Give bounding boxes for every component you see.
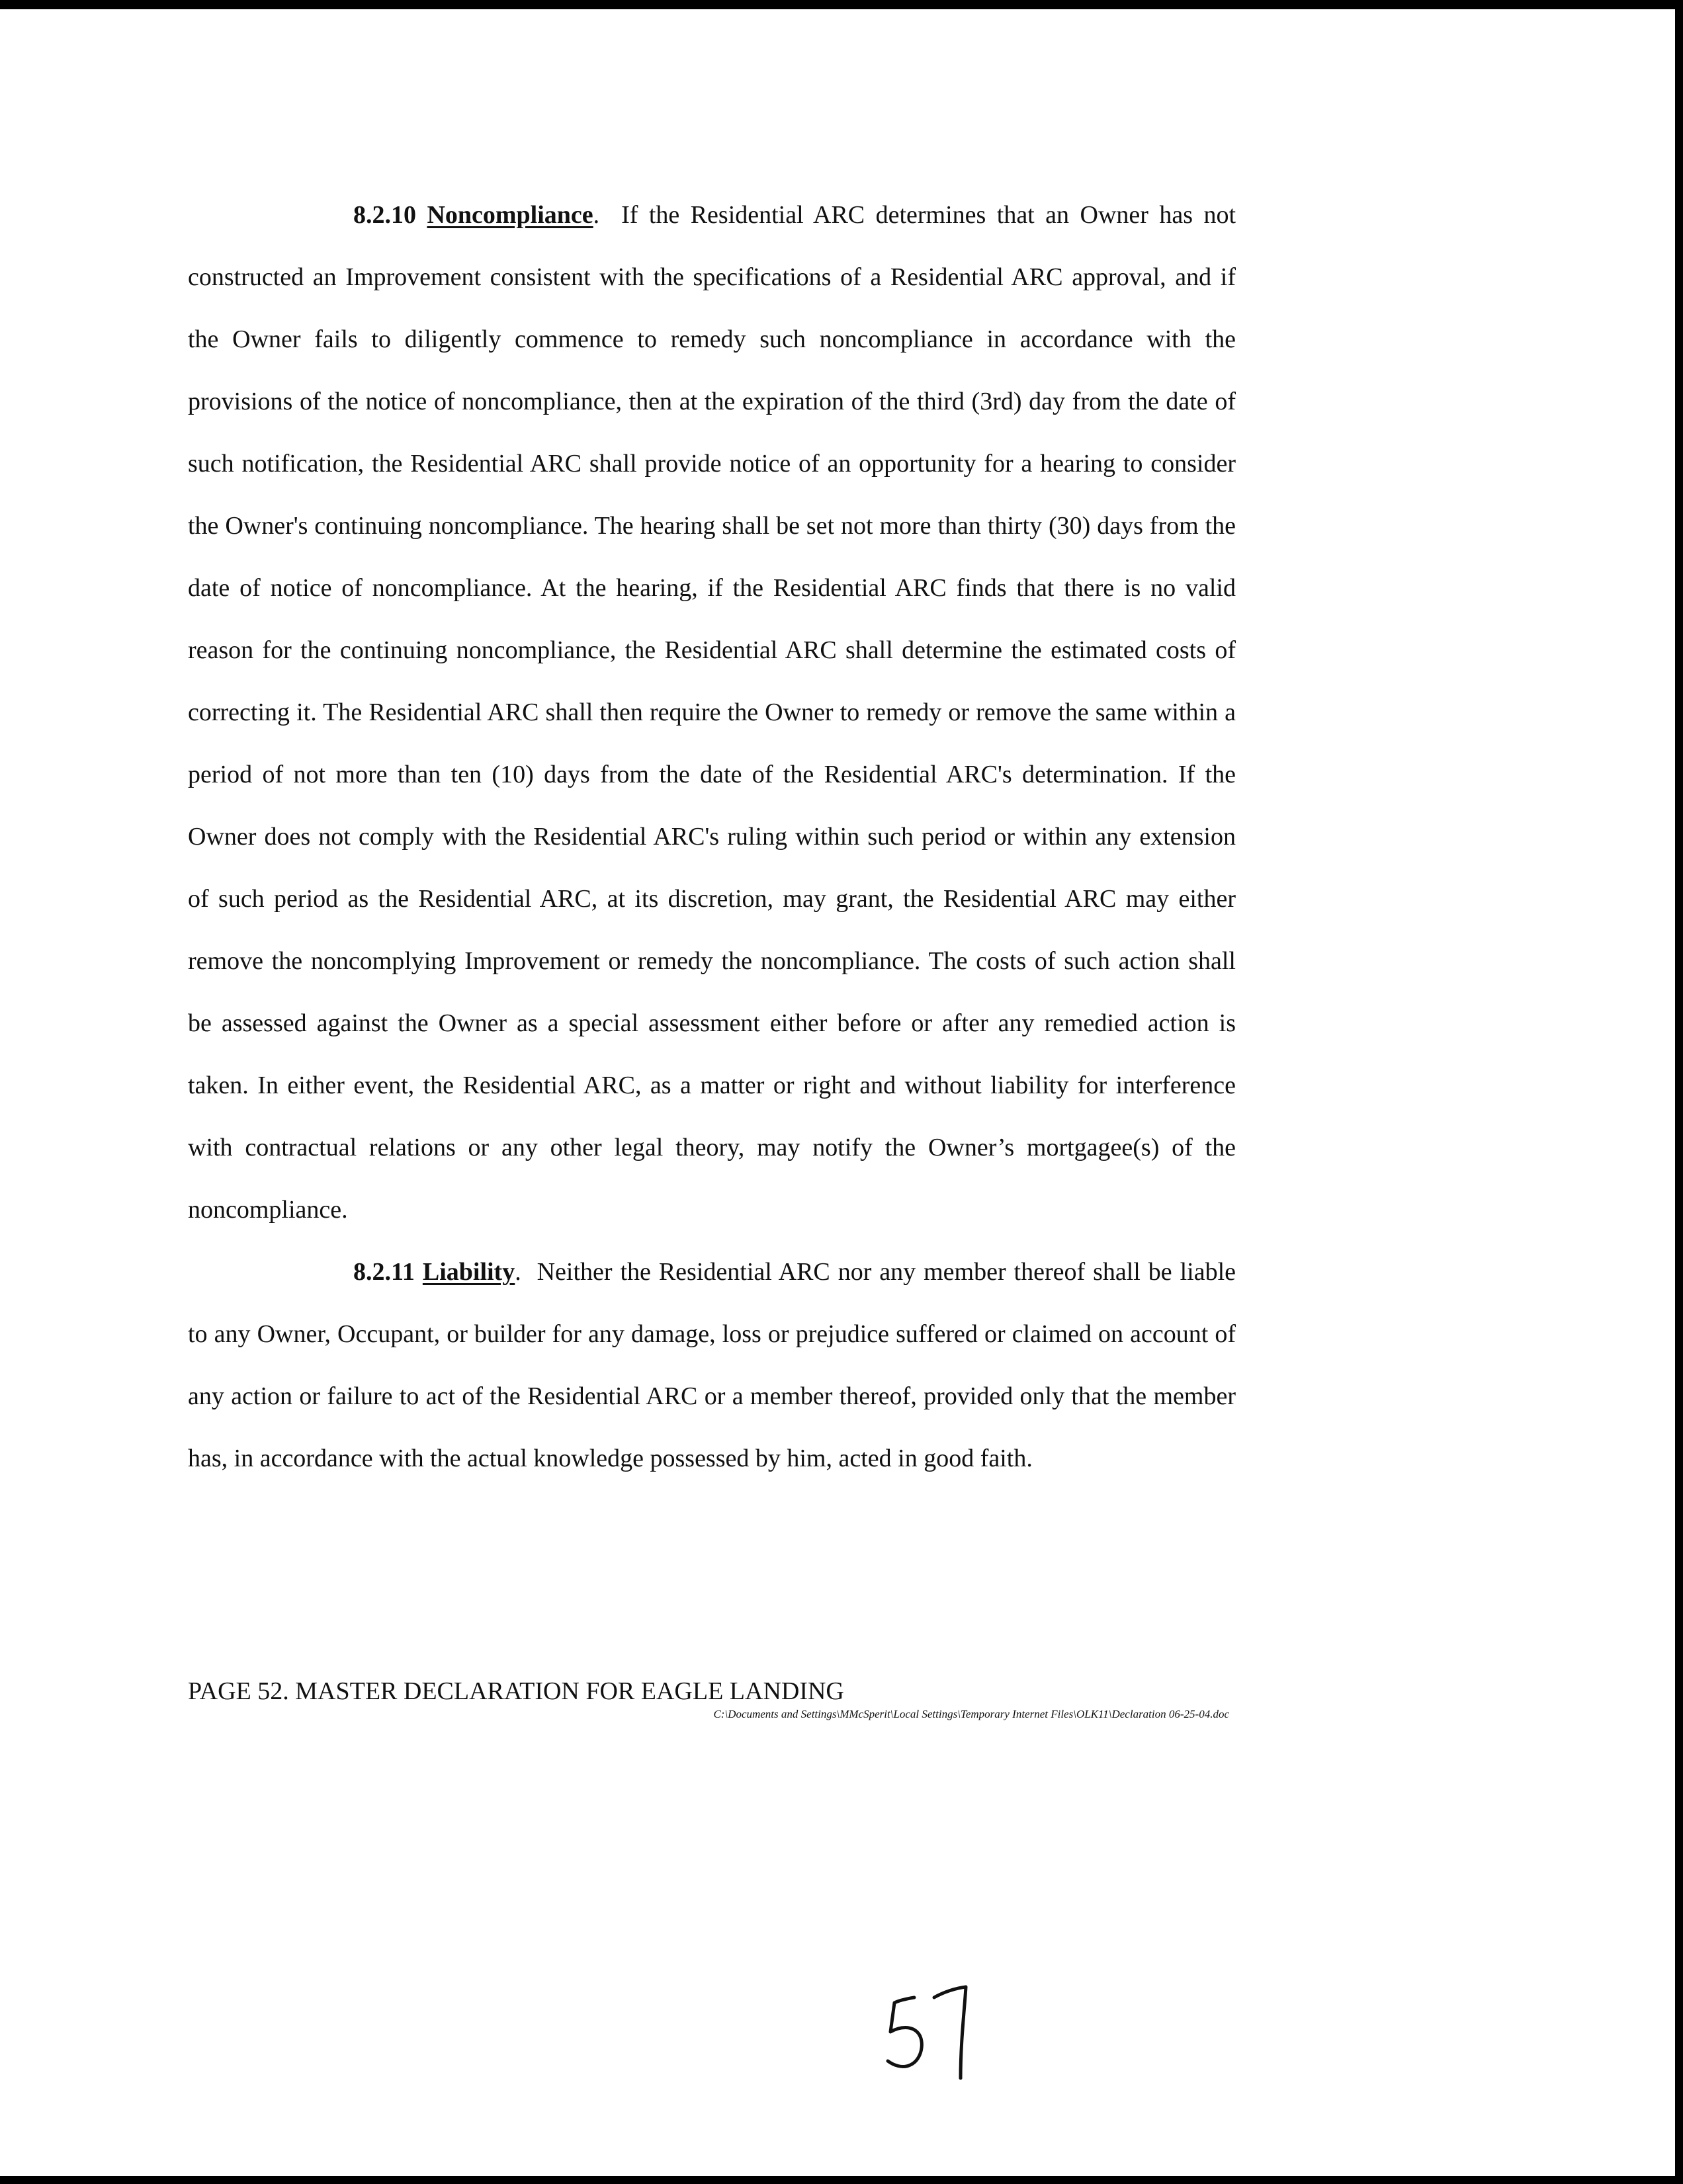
page-footer bbox=[188, 1676, 1236, 1722]
section-text: If the Residential ARC determines that an Owner has not constructed an Improvement consistent with the specifications of a Residential ARC approval, and if the Owner fails to diligently commence to remedy such noncompliance in accordance with the provisions of the notice of noncompliance, then at the expiration of the third (3rd) day from the date of such notification, the Residential ARC shall provide notice of an opportunity for a hearing to consider the Owner's continuing noncompliance. The hearing shall be set not more than thirty (30) days from the date of notice of noncompliance. At the hearing, if the Residential ARC finds that there is no valid reason for the continuing noncompliance, the Residential ARC shall determine the estimated costs of correcting it. The Residential ARC shall then require the Owner to remedy or remove the same within a period of not more than ten (10) days from the date of the Residential ARC's determination. If the Owner does not comply with the Residential ARC's ruling within such period or within any extension of such period as the Residential ARC, at its discretion, may grant, the Residential ARC may either remove the noncomplying Improvement or remedy the noncompliance. The costs of such action shall be assessed against the Owner as a special assessment either before or after any remedied action is taken. In either event, the Residential ARC, as a matter or right and without liability for interference with contractual relations or any other legal theory, may notify the Owner’s mortgagee(s) of the noncompliance. bbox=[188, 201, 1236, 1224]
handwritten-57-mark bbox=[873, 1978, 992, 2083]
section-number: 8.2.11 bbox=[353, 1258, 415, 1286]
scan-border-right bbox=[1675, 0, 1683, 2184]
section-title: Liability bbox=[422, 1258, 515, 1286]
handwritten-page-number bbox=[873, 1978, 992, 2083]
document-body bbox=[188, 184, 1236, 1490]
section-8-2-11 bbox=[188, 1241, 1236, 1490]
scan-border-top bbox=[0, 0, 1683, 9]
section-number: 8.2.10 bbox=[353, 201, 416, 229]
section-title-punct: . bbox=[593, 201, 600, 229]
section-title: Noncompliance bbox=[427, 201, 593, 229]
scan-border-bottom bbox=[0, 2176, 1683, 2184]
footer-title: PAGE 52. MASTER DECLARATION FOR EAGLE LANDING bbox=[188, 1677, 844, 1705]
section-title-punct: . bbox=[515, 1258, 521, 1286]
section-text: Neither the Residential ARC nor any member thereof shall be liable to any Owner, Occupant, or builder for any damage, loss or prejudice suffered or claimed on account of any action or failure to act of the Residential ARC or a member thereof, provided only that the member has, in accordance with the actual knowledge possessed by him, acted in good faith. bbox=[188, 1258, 1236, 1472]
section-8-2-10 bbox=[188, 184, 1236, 1241]
footer-file-path: C:\Documents and Settings\MMcSperit\Local Settings\Temporary Internet Files\OLK11\Declaration 06-25-04.doc bbox=[713, 1708, 1229, 1720]
